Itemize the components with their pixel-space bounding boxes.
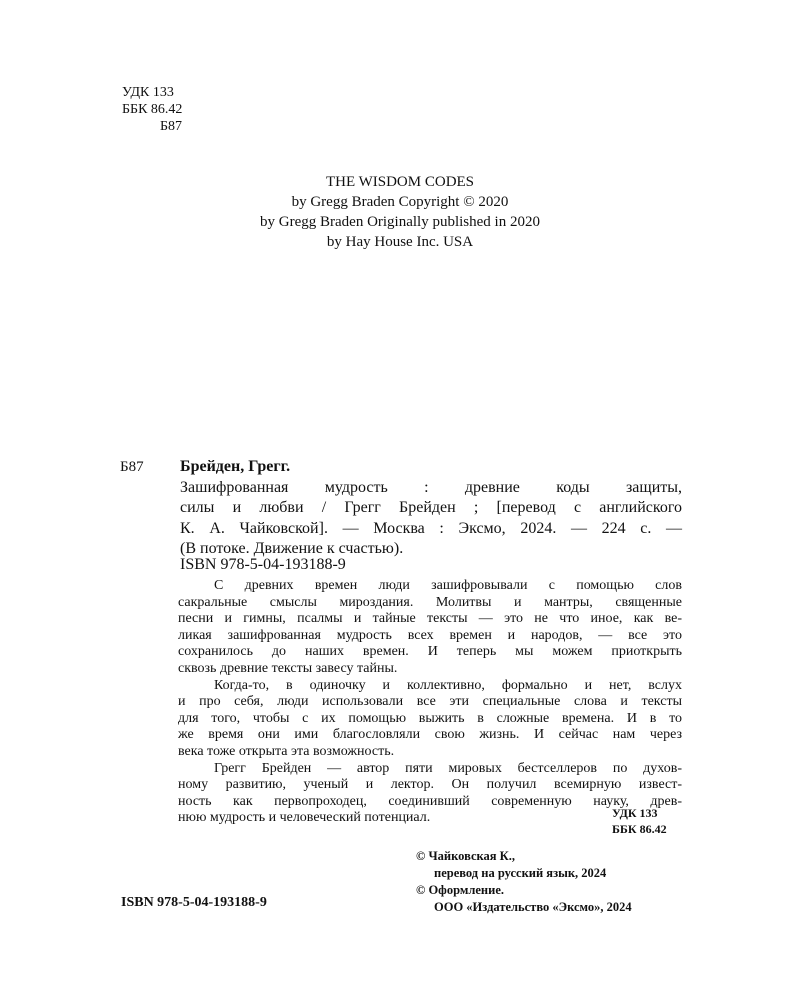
original-publication: by Gregg Braden Originally published in 2020 (260, 214, 540, 230)
copyright-translation-note: перевод на русский язык, 2024 (434, 866, 607, 880)
copyright-block (416, 848, 632, 916)
annotation-line: ному развитию, ученый и лектор. Он получил всемирную извест- (178, 777, 682, 793)
bib-line: (В потоке. Движение к счастью). (180, 540, 404, 557)
annotation-line: сакральные смыслы мироздания. Молитвы и мантры, священные (178, 594, 682, 610)
original-edition-info (0, 172, 800, 252)
annotation-line: Когда-то, в одиночку и коллективно, формально и нет, вслух (214, 677, 682, 693)
classification-block (122, 84, 182, 135)
isbn-bottom: ISBN 978-5-04-193188-9 (121, 895, 267, 910)
copyright-translator: © Чайковская К., (416, 849, 515, 863)
annotation-line: ность как первопроходец, соединивший современную науку, древ- (178, 793, 682, 809)
annotation-line: ликая зашифрованная мудрость всех времен и народов, — все это (178, 627, 682, 643)
annotation-line: и про себя, люди использовали все эти специальные слова и тексты (178, 694, 682, 710)
copyright-publisher: ООО «Издательство «Эксмо», 2024 (434, 900, 632, 914)
catalog-code: Б87 (120, 459, 144, 475)
annotation-line: песни и гимны, псалмы и тайные тексты — это не что иное, как ве- (178, 611, 682, 627)
annotation-line: сквозь древние тексты завесу тайны. (178, 660, 398, 676)
classification-right (612, 806, 667, 837)
bib-line: К. А. Чайковской]. — Москва : Эксмо, 2024. — 224 с. — (180, 519, 682, 537)
annotation-line: сохранилось до наших времен. И теперь мы можем приоткрыть (178, 644, 682, 660)
udk-code: УДК 133 (122, 85, 174, 100)
bbk-code: ББК 86.42 (122, 102, 183, 117)
book-author: Брейден, Грегг. (180, 458, 291, 475)
annotation-line: для того, чтобы с их помощью выжить в сложные времена. И в то (178, 710, 682, 726)
isbn: ISBN 978-5-04-193188-9 (180, 556, 346, 573)
bibliographic-record (180, 457, 682, 560)
original-copyright: by Gregg Braden Copyright © 2020 (291, 194, 509, 210)
annotation-line: века тоже открыта эта возможность. (178, 743, 395, 759)
bib-line: Зашифрованная мудрость : древние коды защиты, (180, 478, 682, 496)
annotation (178, 578, 682, 827)
annotation-line: нюю мудрость и человеческий потенциал. (178, 810, 431, 826)
annotation-line: же время они ими благословляли свою жизнь. И сейчас нам через (178, 727, 682, 743)
udk-code-right: УДК 133 (612, 806, 658, 820)
annotation-line: С древних времен люди зашифровывали с помощью слов (214, 578, 682, 593)
original-title: THE WISDOM CODES (325, 174, 475, 190)
bib-line: силы и любви / Грегг Брейден ; [перевод с английского (180, 499, 682, 516)
copyright-design: © Оформление. (416, 883, 505, 897)
annotation-line: Грегг Брейден — автор пяти мировых бестселлеров по духов- (214, 760, 682, 776)
original-publisher: by Hay House Inc. USA (326, 234, 474, 250)
bbk-code-right: ББК 86.42 (612, 821, 667, 836)
author-mark: Б87 (160, 119, 183, 134)
